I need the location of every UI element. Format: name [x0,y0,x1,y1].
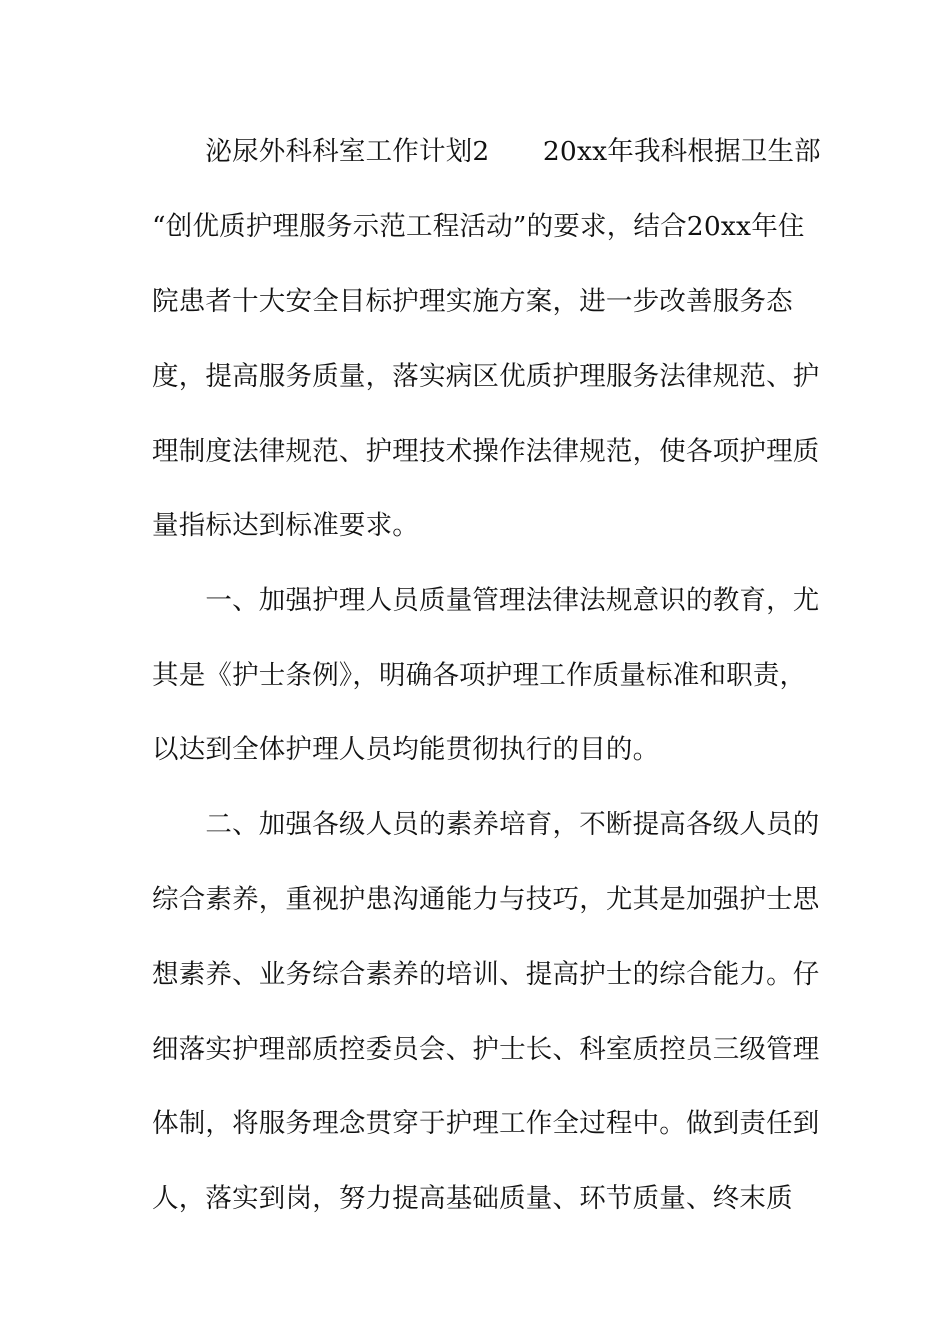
text-line: 一、加强护理人员质量管理法律法规意识的教育，尤 [152,585,820,616]
text-line: 院患者十大安全目标护理实施方案，进一步改善服务态 [152,286,793,317]
text-line: 其是《护士条例》，明确各项护理工作质量标准和职责， [152,660,807,691]
text-line: 体制，将服务理念贯穿于护理工作全过程中。做到责任到 [152,1108,820,1139]
text-line: 理制度法律规范、护理技术操作法律规范，使各项护理质 [152,436,820,467]
text-line: 度，提高服务质量，落实病区优质护理服务法律规范、护 [152,361,820,392]
text-line: 想素养、业务综合素养的培训、提高护士的综合能力。仔 [152,959,820,990]
text-line: 以达到全体护理人员均能贯彻执行的目的。 [152,734,660,765]
text-line: 量指标达到标准要求。 [152,510,419,541]
text-line: “创优质护理服务示范工程活动”的要求，结合20xx年住 [152,211,805,242]
text-line: 综合素养，重视护患沟通能力与技巧，尤其是加强护士思 [152,884,820,915]
text-line: 细落实护理部质控委员会、护士长、科室质控员三级管理 [152,1034,820,1065]
text-line: 人，落实到岗，努力提高基础质量、环节质量、终末质 [152,1183,793,1214]
text-line: 泌尿外科科室工作计划2 20xx年我科根据卫生部 [152,136,821,167]
text-line: 二、加强各级人员的素养培育，不断提高各级人员的 [152,809,820,840]
